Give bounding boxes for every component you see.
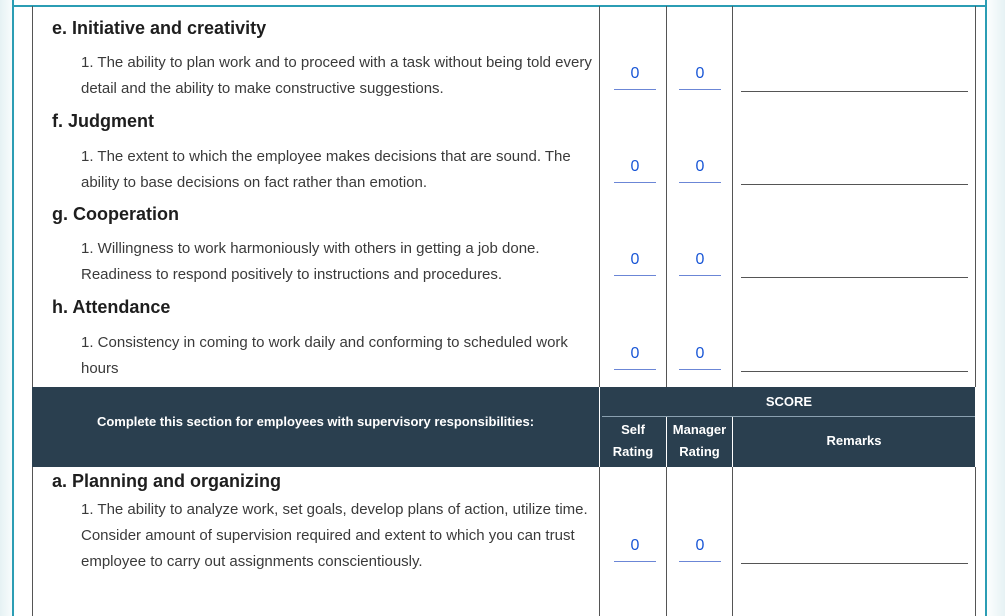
score-divider <box>602 416 975 417</box>
remarks-column-border <box>732 6 733 387</box>
manager-rating-field[interactable]: 0 <box>679 345 721 370</box>
criterion-text: 1. The ability to analyze work, set goals, develop plans of action, utilize time. Consider amount of supervision required and extent to which you can trust employee to carry out assignments conscientiously. <box>81 501 588 570</box>
manager-rating-header-line1: Manager <box>672 422 727 437</box>
section-title: g. Cooperation <box>52 204 179 224</box>
manager-rating-column-border <box>666 6 667 387</box>
self-rating-header-line1: Self <box>621 422 645 437</box>
supervisory-instruction: Complete this section for employees with supervisory responsibilities: <box>96 414 535 429</box>
remarks-field[interactable] <box>741 277 968 278</box>
remarks-field[interactable] <box>741 563 968 564</box>
criterion-text: 1. Willingness to work harmoniously with others in getting a job done. Readiness to respond positively to instructions and procedures. <box>81 240 540 283</box>
evaluation-form <box>32 6 975 616</box>
remarks-field[interactable] <box>741 371 968 372</box>
remarks-column-border-lower <box>732 467 733 616</box>
remarks-column-header: Remarks <box>826 433 882 448</box>
remarks-field[interactable] <box>741 184 968 185</box>
manager-rating-field[interactable]: 0 <box>679 65 721 90</box>
page-left-border <box>12 0 14 616</box>
self-rating-field[interactable]: 0 <box>614 537 656 562</box>
form-left-border <box>32 6 33 616</box>
manager-rating-field[interactable]: 0 <box>679 251 721 276</box>
criterion-text: 1. The ability to plan work and to proceed with a task without being told every detail and the ability to make constructive suggestions. <box>81 54 592 97</box>
criterion-text: 1. Consistency in coming to work daily and conforming to scheduled work hours <box>81 334 568 377</box>
manager-rating-field[interactable]: 0 <box>679 158 721 183</box>
page-right-border <box>985 0 987 616</box>
self-rating-header-line2: Rating <box>612 444 654 459</box>
section-title: a. Planning and organizing <box>52 471 282 491</box>
manager-rating-field[interactable]: 0 <box>679 537 721 562</box>
manager-rating-column-header <box>667 419 732 463</box>
criterion-text: 1. The extent to which the employee makes decisions that are sound. The ability to base decisions on fact rather than emotion. <box>81 148 571 191</box>
remarks-field[interactable] <box>741 91 968 92</box>
manager-rating-column-border-lower <box>666 467 667 616</box>
self-rating-field[interactable]: 0 <box>614 65 656 90</box>
page-right-margin <box>985 0 1005 616</box>
self-rating-field[interactable]: 0 <box>614 251 656 276</box>
form-right-border-lower <box>975 467 976 616</box>
self-rating-column-header <box>600 419 666 463</box>
self-rating-field[interactable]: 0 <box>614 345 656 370</box>
score-heading: SCORE <box>765 394 813 409</box>
manager-rating-header-line2: Rating <box>679 444 720 459</box>
form-right-border <box>975 6 976 387</box>
section-title: h. Attendance <box>52 297 171 317</box>
section-title: f. Judgment <box>52 111 154 131</box>
self-rating-field[interactable]: 0 <box>614 158 656 183</box>
section-title: e. Initiative and creativity <box>52 18 267 38</box>
